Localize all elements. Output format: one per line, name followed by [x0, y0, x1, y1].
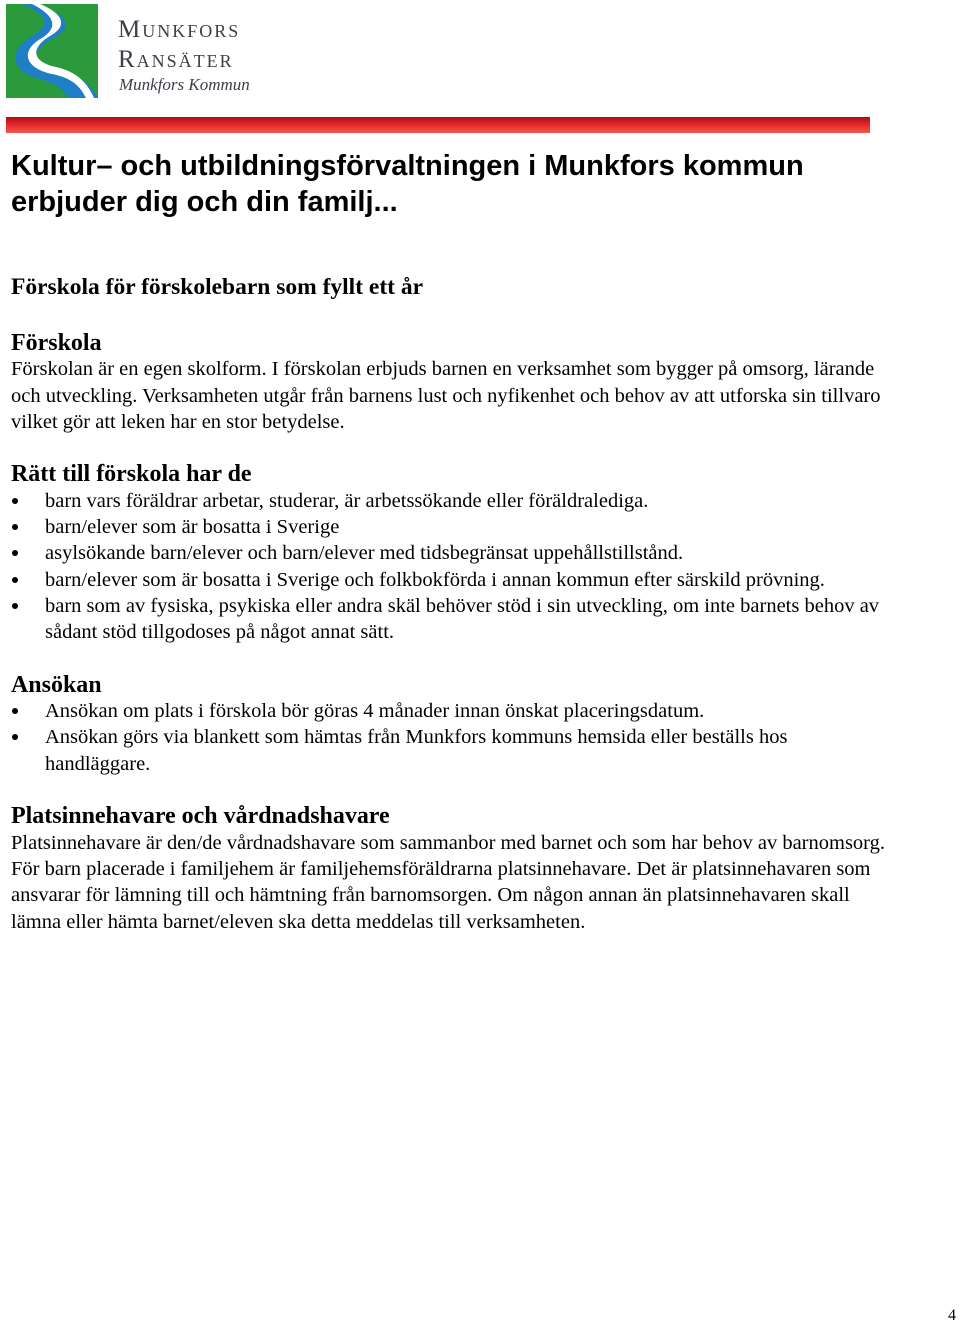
- river-emblem-icon: [6, 4, 102, 102]
- municipality-logo: [6, 4, 266, 104]
- ratt-list: [11, 488, 891, 646]
- ratt-heading: Rätt till förskola har de: [11, 461, 252, 488]
- bullet-icon: [12, 498, 18, 504]
- logo-subtitle: Munkfors Kommun: [119, 75, 250, 94]
- list-item: [11, 698, 891, 724]
- list-item-text: barn vars föräldrar arbetar, studerar, är arbetssökande eller föräldralediga.: [45, 489, 649, 512]
- forskola-paragraph: Förskolan är en egen skolform. I förskolan erbjuds barnen en verksamhet som bygger på omsorg, lärande och utveckling. Verksamheten utgår från barnens lust och nyfikenhet och behov av att utforska sin tillvaro vilket gör att leken har en stor betydelse.: [11, 358, 881, 433]
- list-item: [11, 593, 891, 646]
- bullet-icon: [12, 708, 18, 714]
- document-body: [11, 270, 891, 935]
- header-divider: [6, 117, 870, 133]
- bullet-icon: [12, 603, 18, 609]
- section-title: Förskola för förskolebarn som fyllt ett år: [11, 274, 424, 300]
- list-item: [11, 488, 891, 514]
- list-item-text: barn som av fysiska, psykiska eller andra skäl behöver stöd i sin utveckling, om inte barnets behov av sådant stöd tillgodoses på något annat sätt.: [45, 594, 880, 644]
- list-item: [11, 724, 891, 777]
- list-item-text: barn/elever som är bosatta i Sverige och folkbokförda i annan kommun efter särskild prövning.: [45, 568, 825, 591]
- list-item-text: Ansökan görs via blankett som hämtas från Munkfors kommuns hemsida eller beställs hos handläggare.: [45, 726, 788, 775]
- list-item-text: asylsökande barn/elever och barn/elever med tidsbegränsat uppehållstillstånd.: [45, 542, 684, 565]
- bullet-icon: [12, 734, 18, 740]
- forskola-heading: Förskola: [11, 330, 102, 356]
- logo-wordmark-ransater: Ransäter: [118, 46, 234, 73]
- bullet-icon: [12, 577, 18, 583]
- logo-wordmark-munkfors: Munkfors: [118, 16, 241, 43]
- plats-paragraph: Platsinnehavare är den/de vårdnadshavare som sammanbor med barnet och som har behov av barnomsorg. För barn placerade i familjehem är familjehemsföräldrarna platsinnehavare. Det är platsinnehavaren som ansvarar för lämning till och hämtning från barnomsorgen. Om någon annan än platsinnehavaren skall lämna eller hämta barnet/eleven ska detta meddelas till verksamheten.: [11, 831, 886, 933]
- ansokan-heading: Ansökan: [11, 671, 102, 698]
- bullet-icon: [12, 550, 18, 556]
- list-item: [11, 567, 891, 593]
- ansokan-list: [11, 698, 891, 777]
- list-item: [11, 514, 891, 540]
- page-number: 4: [948, 1307, 956, 1324]
- plats-heading: Platsinnehavare och vårdnadshavare: [11, 803, 390, 830]
- list-item: [11, 540, 891, 566]
- list-item-text: Ansökan om plats i förskola bör göras 4 månader innan önskat placeringsdatum.: [45, 700, 705, 723]
- list-item-text: barn/elever som är bosatta i Sverige: [45, 516, 340, 539]
- page-headline: Kultur– och utbildningsförvaltningen i Munkfors kommun erbjuder dig och din familj...: [11, 150, 804, 218]
- bullet-icon: [12, 524, 18, 530]
